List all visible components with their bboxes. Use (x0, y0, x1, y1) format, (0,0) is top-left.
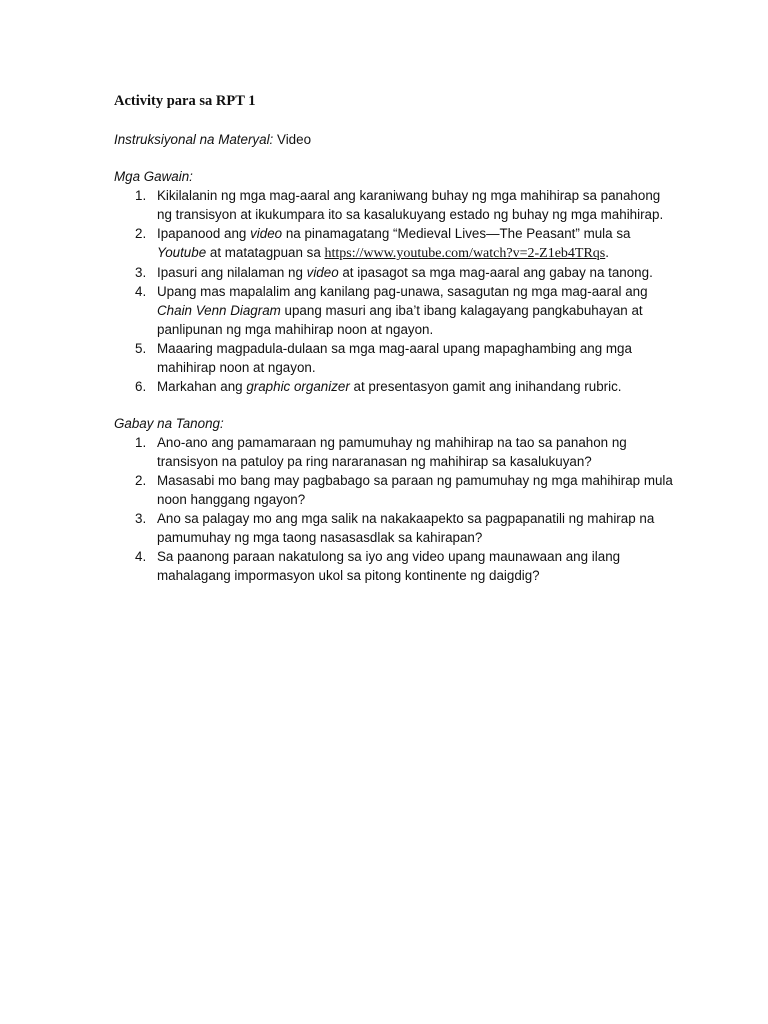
gawain-item-text: upang masuri ang iba’t ibang kalagayang pangkabuhayan at panlipunan ng mga mahihirap noon at ngayon. (157, 303, 643, 337)
gawain-item-number: 2. (135, 226, 147, 241)
gawain-item-text: . (605, 245, 609, 260)
gawain-item-text: at presentasyon gamit ang inihandang rubric. (349, 379, 622, 394)
tanong-item-number: 2. (135, 473, 147, 488)
tanong-item (114, 509, 674, 547)
gawain-item-emphasis: graphic organizer (246, 379, 350, 394)
gawain-item (114, 377, 674, 396)
tanong-item (114, 471, 674, 509)
gawain-item-number: 4. (135, 284, 147, 299)
gawain-item-emphasis: video (250, 226, 283, 241)
tanong-item-text: Ano sa palagay mo ang mga salik na nakakaapekto sa pagpapanatili ng mahirap na pamumuhay ng mga taong nasasasdlak sa kahirapan? (157, 511, 655, 545)
gawain-item-text: at matatagpuan sa (206, 245, 325, 260)
gawain-item-number: 3. (135, 265, 147, 280)
tanong-heading: Gabay na Tanong: (114, 416, 224, 431)
gawain-item-number: 1. (135, 188, 147, 203)
gawain-heading: Mga Gawain: (114, 169, 193, 184)
tanong-item-text: Masasabi mo bang may pagbabago sa paraan ng pamumuhay ng mga mahihirap mula noon hanggang ngayon? (157, 473, 673, 507)
tanong-item-text: Sa paanong paraan nakatulong sa iyo ang video upang maunawaan ang ilang mahalagang impormasyon ukol sa pitong kontinente ng daigdig? (157, 549, 621, 583)
materyal-line (114, 130, 674, 149)
gawain-item-number: 5. (135, 341, 147, 356)
gawain-item (114, 186, 674, 224)
gawain-item-emphasis: Chain Venn Diagram (157, 303, 281, 318)
document-page (114, 92, 674, 585)
tanong-item-number: 3. (135, 511, 147, 526)
tanong-item-number: 4. (135, 549, 147, 564)
tanong-item-text: Ano-ano ang pamamaraan ng pamumuhay ng mahihirap na tao sa panahon ng transisyon na patuloy pa ring nararanasan ng mahihirap sa kasalukuyan? (157, 435, 627, 469)
gawain-item-emphasis: Youtube (157, 245, 207, 260)
gawain-item-emphasis: video (306, 265, 339, 280)
gawain-item-text: Kikilalanin ng mga mag-aaral ang karaniwang buhay ng mga mahihirap sa panahong ng transisyon at ikukumpara ito sa kasalukuyang estado ng buhay ng mga mahihirap. (157, 188, 664, 222)
gawain-item-text: at ipasagot sa mga mag-aaral ang gabay na tanong. (338, 265, 653, 280)
gawain-list (114, 186, 674, 396)
gawain-item-text: Ipapanood ang (157, 226, 251, 241)
gawain-item-number: 6. (135, 379, 147, 394)
youtube-link[interactable]: https://www.youtube.com/watch?v=2-Z1eb4TRqs (324, 246, 606, 261)
gawain-item-text: Ipasuri ang nilalaman ng (157, 265, 307, 280)
materyal-value: Video (277, 132, 312, 147)
tanong-item-number: 1. (135, 435, 147, 450)
gawain-item-text: Maaaring magpadula-dulaan sa mga mag-aaral upang mapaghambing ang mga mahihirap noon at ngayon. (157, 341, 632, 375)
gawain-item (114, 339, 674, 377)
gawain-item-text: Markahan ang (157, 379, 247, 394)
gawain-item (114, 263, 674, 282)
gawain-item-text: Upang mas mapalalim ang kanilang pag-unawa, sasagutan ng mga mag-aaral ang (157, 284, 648, 299)
tanong-item (114, 433, 674, 471)
gawain-item (114, 282, 674, 339)
tanong-item (114, 547, 674, 585)
tanong-list (114, 433, 674, 585)
gawain-item-text: na pinamagatang “Medieval Lives—The Peasant” mula sa (282, 226, 631, 241)
document-title: Activity para sa RPT 1 (114, 93, 256, 109)
materyal-label: Instruksiyonal na Materyal: (114, 132, 274, 147)
gawain-item (114, 224, 674, 263)
